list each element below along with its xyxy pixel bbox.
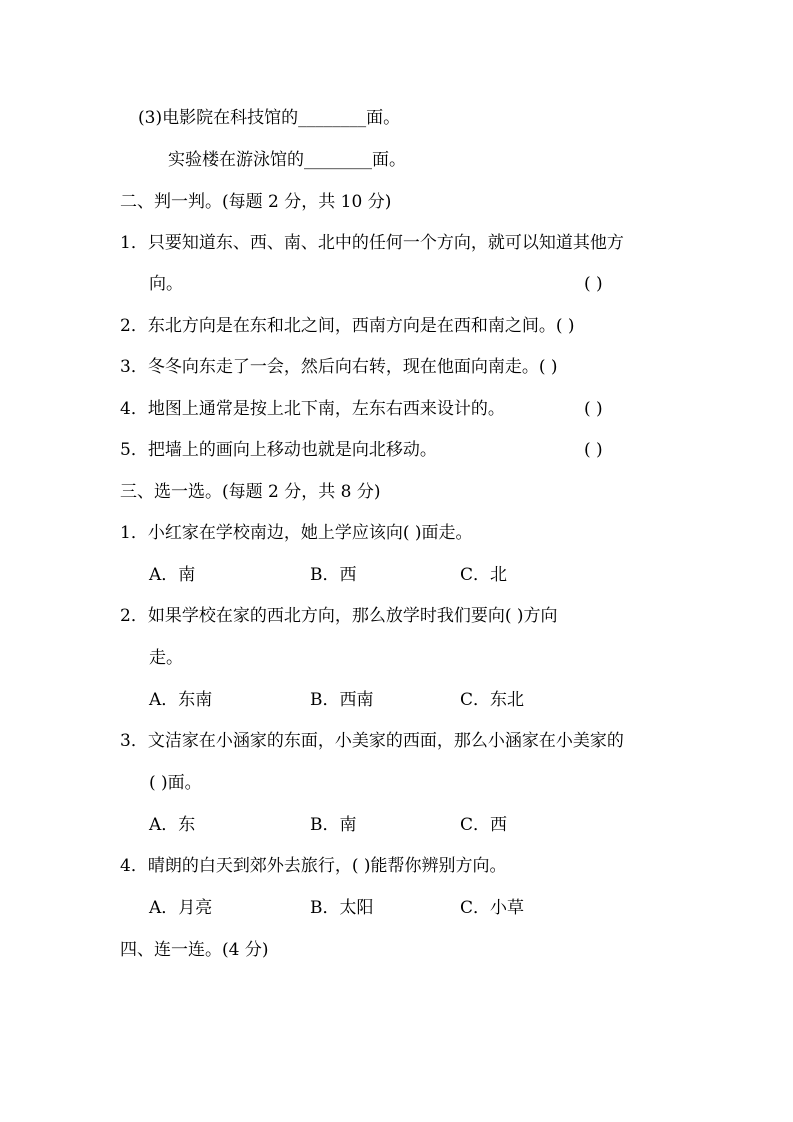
item-text: 东北方向是在东和北之间，西南方向是在西和南之间。( ) <box>147 316 575 336</box>
q3-line1: (3)电影院在科技馆的________面。 <box>138 108 401 128</box>
option-a[interactable]: A．东南 <box>149 690 213 710</box>
judge-item-2 <box>120 314 575 338</box>
item-number: 3． <box>120 357 148 377</box>
answer-blank[interactable]: ( ) <box>584 274 603 294</box>
item-number: 4． <box>120 856 148 876</box>
judge-item-1-cont: 向。 <box>149 274 183 294</box>
item-text: 文洁家在小涵家的东面，小美家的西面，那么小涵家在小美家的 <box>147 731 624 751</box>
judge-item-1 <box>120 231 624 255</box>
option-a[interactable]: A．东 <box>149 815 196 835</box>
option-c[interactable]: C．小草 <box>460 898 525 918</box>
item-number: 5． <box>120 440 148 460</box>
item-number: 1． <box>120 523 148 543</box>
item-text: 地图上通常是按上北下南，左东右西来设计的。 <box>147 399 505 419</box>
option-b[interactable]: B．太阳 <box>310 898 374 918</box>
option-c[interactable]: C．西 <box>460 815 508 835</box>
choice-item-2 <box>120 604 558 628</box>
option-a[interactable]: A．南 <box>149 565 196 585</box>
item-text: 如果学校在家的西北方向，那么放学时我们要向( )方向 <box>147 606 558 626</box>
judge-item-3 <box>120 355 558 379</box>
answer-blank[interactable]: ( ) <box>584 440 603 460</box>
q3-line2: 实验楼在游泳馆的________面。 <box>168 150 406 170</box>
item-number: 2． <box>120 606 148 626</box>
option-c[interactable]: C．东北 <box>460 690 525 710</box>
section3-title: 三、选一选。(每题 2 分，共 8 分) <box>120 482 381 502</box>
judge-item-5 <box>120 438 437 462</box>
choice-item-4 <box>120 854 507 878</box>
option-b[interactable]: B．西 <box>310 565 357 585</box>
option-b[interactable]: B．西南 <box>310 690 374 710</box>
item-number: 2． <box>120 316 148 336</box>
item-text: 冬冬向东走了一会，然后向右转，现在他面向南走。( ) <box>147 357 558 377</box>
section2-title: 二、判一判。(每题 2 分，共 10 分) <box>120 192 392 212</box>
choice-item-2-cont: 走。 <box>149 648 183 668</box>
item-text: 晴朗的白天到郊外去旅行，( )能帮你辨别方向。 <box>147 856 507 876</box>
item-number: 3． <box>120 731 148 751</box>
item-text: 把墙上的画向上移动也就是向北移动。 <box>147 440 437 460</box>
option-a[interactable]: A．月亮 <box>149 898 213 918</box>
section4-title: 四、连一连。(4 分) <box>120 940 269 960</box>
item-text: 小红家在学校南边，她上学应该向( )面走。 <box>147 523 473 543</box>
choice-item-3 <box>120 729 624 753</box>
option-b[interactable]: B．南 <box>310 815 357 835</box>
choice-item-3-cont: ( )面。 <box>149 773 202 793</box>
choice-item-1 <box>120 521 473 545</box>
option-c[interactable]: C．北 <box>460 565 508 585</box>
item-text: 只要知道东、西、南、北中的任何一个方向，就可以知道其他方 <box>147 233 624 253</box>
item-number: 1． <box>120 233 148 253</box>
judge-item-4 <box>120 397 505 421</box>
item-number: 4． <box>120 399 148 419</box>
answer-blank[interactable]: ( ) <box>584 399 603 419</box>
